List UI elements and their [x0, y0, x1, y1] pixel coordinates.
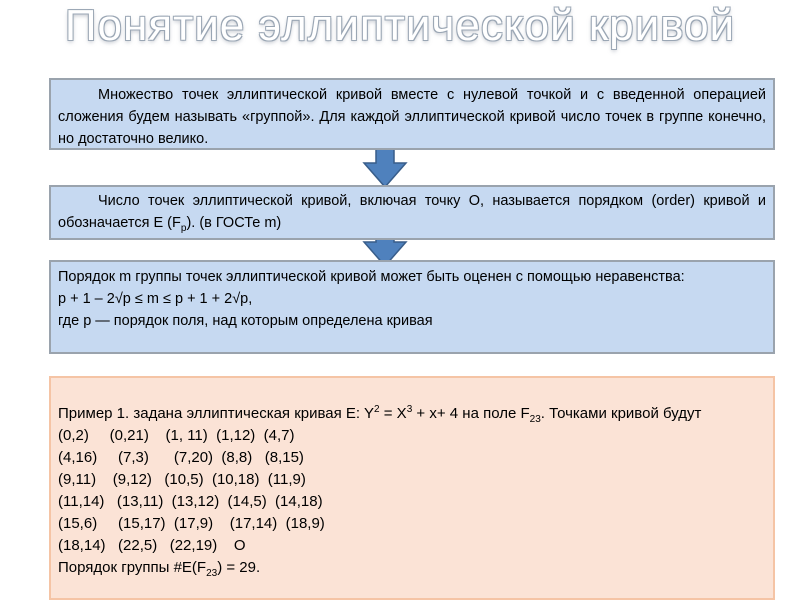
group-order-part: Порядок группы #E(F — [58, 559, 207, 576]
points-row: (9,11) (9,12) (10,5) (10,18) (11,9) — [58, 471, 306, 488]
example-intro — [58, 403, 766, 425]
group-order-part: ) = 29. — [217, 559, 261, 576]
example-intro-part: . Точками кривой будут — [540, 405, 702, 422]
exponent: 3 — [406, 404, 413, 415]
group-order-line — [58, 557, 766, 579]
field-subscript: 23 — [206, 568, 218, 579]
curve-order-text-part: ). (в ГОСТе m) — [186, 215, 282, 231]
bound-intro-line: Порядок m группы точек эллиптической кривой может быть оценен с помощью неравенства: — [58, 269, 685, 285]
points-row: (11,14) (13,11) (13,12) (14,5) (14,18) — [58, 493, 323, 510]
group-definition-text: Множество точек эллиптической кривой вместе с нулевой точкой и с введенной операцией сложения будем называть «группой». Для каждой эллиптической кривой число точек в группе конечно, но достаточно велико. — [58, 87, 766, 147]
points-row: (18,14) (22,5) (22,19) O — [58, 537, 246, 554]
definition-group-box — [49, 78, 775, 150]
example-intro-part: Пример 1. задана эллиптическая кривая E: Y — [58, 405, 375, 422]
field-subscript: p — [180, 222, 187, 234]
points-row: (15,6) (15,17) (17,9) (17,14) (18,9) — [58, 515, 325, 532]
hasse-bound-box — [49, 260, 775, 354]
bound-inequality-line: p + 1 – 2√p ≤ m ≤ p + 1 + 2√p, — [58, 291, 253, 307]
exponent: 2 — [374, 404, 380, 415]
curve-order-box — [49, 185, 775, 240]
points-row: (0,2) (0,21) (1, 11) (1,12) (4,7) — [58, 427, 295, 444]
example-intro-part: = X — [379, 405, 407, 422]
field-subscript: 23 — [529, 414, 541, 425]
bound-note-line: где p — порядок поля, над которым определена кривая — [58, 313, 433, 329]
curve-order-text-part: Число точек эллиптической кривой, включая точку O, называется порядком (order) кривой и обозначается E (F — [58, 193, 766, 231]
example-box — [49, 376, 775, 600]
points-row: (4,16) (7,3) (7,20) (8,8) (8,15) — [58, 449, 304, 466]
example-intro-part: + x+ 4 на поле F — [412, 405, 530, 422]
slide-title: Понятие эллиптической кривой — [64, 1, 736, 50]
curve-order-text — [58, 190, 766, 234]
